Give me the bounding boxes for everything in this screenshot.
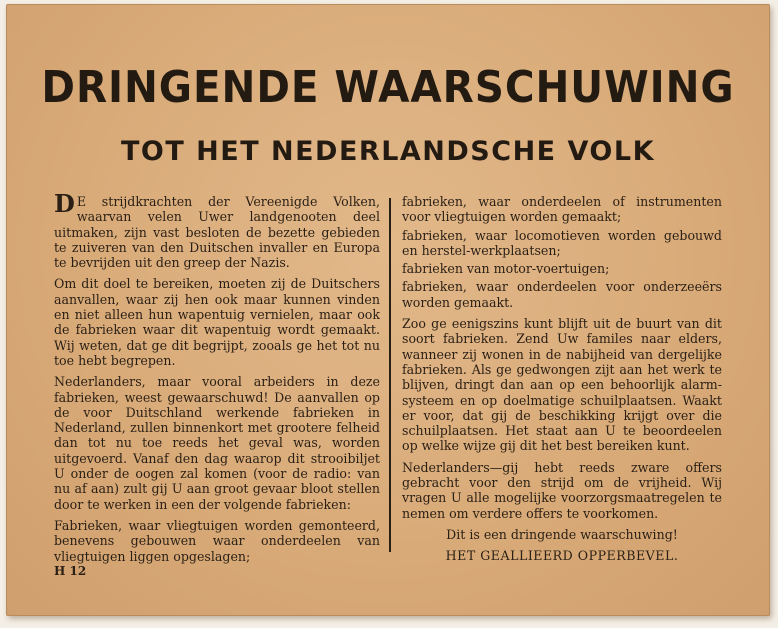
column-divider	[389, 198, 391, 552]
left-column	[54, 189, 380, 570]
paragraph-goal: Om dit doel te bereiken, moeten zij de Duitschers aanvallen, waar zij hen ook maar kunnen vinden en niet alleen hun wapentuig vernielen, maar ook de fabrieken waar dit wapentuig wordt gemaakt. Wij weten, dat ge dit begrijpt, zooals ge het tot nu toe hebt begrepen.	[54, 276, 380, 368]
list-item-instruments: fabrieken, waar onderdeelen of instrumenten voor vliegtuigen worden gemaakt;	[402, 194, 722, 225]
paragraph-aircraft-factories: Fabrieken, waar vliegtuigen worden gemonteerd, benevens gebouwen waar onderdeelen van vliegtuigen liggen opgeslagen;	[54, 517, 380, 564]
right-column	[402, 194, 722, 570]
page-subtitle: TOT HET NEDERLANDSCHE VOLK	[120, 136, 656, 167]
paragraph-advice: Zoo ge eenigszins kunt blijft uit de buurt van dit soort fabrieken. Zend Uw familes naar elders, wanneer zij wonen in de nabijheid van dergelijke fabrieken. Als ge gedwongen zijt aan het werk te blijven, dringt dan aan op een behoorlijk alarm-systeem en op doelmatige schuilplaatsen. Waakt er voor, dat gij de beschikking krijgt over die schuilplaatsen. Het staat aan U te beoordeelen op welke wijze gij dit het best bereiken kunt.	[402, 316, 722, 454]
list-item-submarines: fabrieken, waar onderdeelen voor onderzeeërs worden gemaakt.	[402, 279, 722, 310]
closing-warning: Dit is een dringende waarschuwing!	[446, 526, 678, 542]
leaflet-sheet	[6, 4, 770, 616]
paragraph-sacrifice: Nederlanders—gij hebt reeds zware offers gebracht voor den strijd om de vrijheid. Wij vragen U alle mogelijke voorzorgsmaatregelen te nemen om verdere offers te voorkomen.	[402, 459, 722, 521]
page-title: DRINGENDE WAARSCHUWING	[41, 62, 735, 113]
paragraph-warning: Nederlanders, maar vooral arbeiders in deze fabrieken, weest gewaarschuwd! De aanvallen op de voor Duitschland werkende fabrieken in Nederland, zullen binnenkort met grootere felheid dan tot nu toe reeds het geval was, worden uitgevoerd. Vanaf den dag waarop dit strooibiljet U onder de oogen zal komen (voor de radio: van nu af aan) zult gij U aan groot gevaar bloot stellen door te werken in een der volgende fabrieken:	[54, 374, 380, 512]
paragraph-intro-text: E strijdkrachten der Vereenigde Volken, waarvan velen Uwer landgenooten deel uitmaken, zijn vast besloten de bezette gebieden te zuiveren van den Duitschen invaller en Europa te bevrijden uit den greep der Nazis.	[54, 194, 380, 271]
drop-cap: D	[54, 189, 75, 218]
paragraph-intro	[54, 189, 380, 271]
signature: HET GEALLIEERD OPPERBEVEL.	[445, 548, 679, 564]
list-item-locomotives: fabrieken, waar locomotieven worden gebouwd en herstel-werkplaatsen;	[402, 227, 722, 258]
list-item-motor-vehicles: fabrieken van motor-voertuigen;	[402, 261, 610, 277]
leaflet-code: H 12	[54, 564, 87, 578]
